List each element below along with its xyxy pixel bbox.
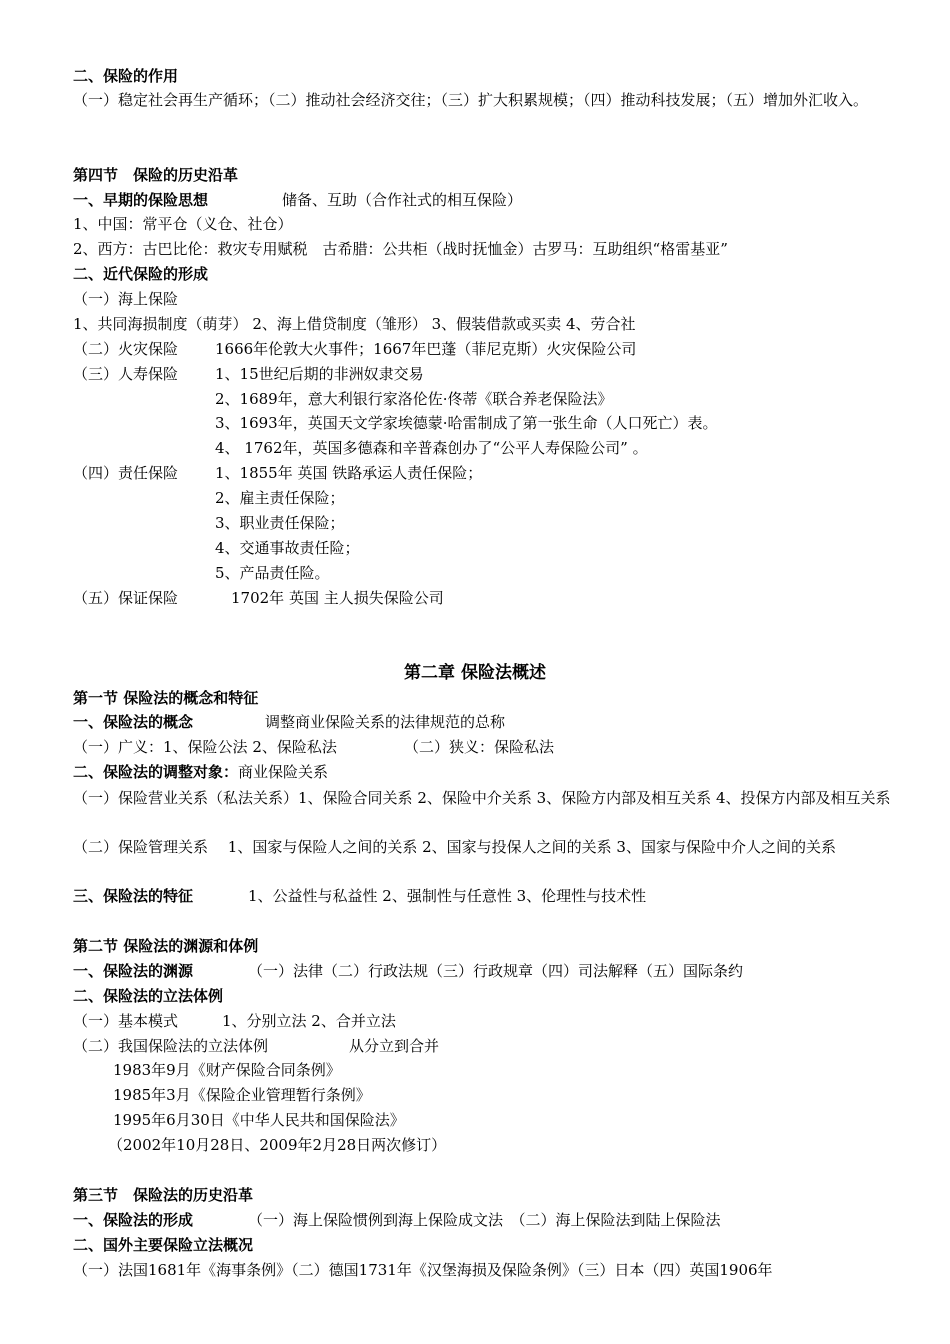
list-item: 2、雇主责任保险；: [215, 489, 345, 507]
section-title: 第二节 保险法的渊源和体例: [73, 937, 259, 955]
heading-description: （一）海上保险惯例到海上保险成文法 （二）海上保险法到陆上保险法: [248, 1211, 721, 1229]
section-heading: 一、保险法的形成: [73, 1211, 194, 1229]
list-item: 4、 1762年，英国多德森和辛普森创办了“公平人寿保险公司” 。: [215, 439, 648, 457]
section-heading: 一、保险法的概念: [73, 713, 194, 731]
section-heading: 二、保险法的立法体例: [73, 987, 224, 1005]
list-item: 1、1855年 英国 铁路承运人责任保险；: [215, 464, 483, 482]
subsection-label: （五）保证保险: [73, 589, 179, 607]
list-item: 1702年 英国 主人损失保险公司: [231, 589, 444, 607]
subsection-label: （一）基本模式: [73, 1012, 179, 1030]
heading-description: 1、公益性与私益性 2、强制性与任意性 3、伦理性与技术性: [248, 887, 647, 905]
heading-description: 商业保险关系: [238, 763, 329, 781]
chapter-title: 第二章 保险法概述: [404, 663, 546, 683]
heading-description: （一）法律（二）行政法规（三）行政规章（四）司法解释（五）国际条约: [248, 962, 744, 980]
list-item: 3、职业责任保险；: [215, 514, 345, 532]
list-item: 1983年9月《财产保险合同条例》: [113, 1061, 341, 1079]
list-item: 1995年6月30日《中华人民共和国保险法》: [113, 1111, 405, 1129]
section-title: 第四节 保险的历史沿革: [73, 166, 239, 184]
list-item: 1985年3月《保险企业管理暂行条例》: [113, 1086, 371, 1104]
section-heading: 一、早期的保险思想: [73, 191, 209, 209]
paragraph: （一）保险营业关系（私法关系）1、保险合同关系 2、保险中介关系 3、保险方内部及相互关系 4、投保方内部及相互关系: [73, 789, 891, 807]
section-heading: 二、近代保险的形成: [73, 265, 209, 283]
list-item: （一）法国1681年《海事条例》（二）德国1731年《汉堡海损及保险条例》（三）日本（四）英国1906年: [73, 1261, 773, 1279]
section-heading: 二、保险法的调整对象：: [73, 763, 239, 781]
list-item: 4、交通事故责任险；: [215, 539, 360, 557]
list-item: 1、15世纪后期的非洲奴隶交易: [215, 365, 424, 383]
list-item: 1、共同海损制度（萌芽） 2、海上借贷制度（雏形） 3、假装借款或买卖 4、劳合社: [73, 315, 636, 333]
subsection-label: （三）人寿保险: [73, 365, 179, 383]
list-item: 1、中国：常平仓（义仓、社仓）: [73, 215, 293, 233]
section-heading: 二、国外主要保险立法概况: [73, 1236, 254, 1254]
list-item: 3、1693年，英国天文学家埃德蒙·哈雷制成了第一张生命（人口死亡）表。: [215, 414, 718, 432]
section-heading-line: [73, 762, 328, 782]
paragraph: （二）保险管理关系 1、国家与保险人之间的关系 2、国家与投保人之间的关系 3、国家与保险中介人之间的关系: [73, 838, 836, 856]
section-title: 第三节 保险法的历史沿革: [73, 1186, 254, 1204]
section-heading: 三、保险法的特征: [73, 887, 194, 905]
subsection-label: （二）火灾保险: [73, 340, 179, 358]
heading-description: 储备、互助（合作社式的相互保险）: [282, 191, 523, 209]
subsection-label: （四）责任保险: [73, 464, 179, 482]
list-item: （2002年10月28日、2009年2月28日两次修订）: [108, 1136, 447, 1154]
subsection-label: （二）我国保险法的立法体例: [73, 1037, 269, 1055]
section-title: 第一节 保险法的概念和特征: [73, 689, 259, 707]
section-heading: 二、保险的作用: [73, 67, 179, 85]
list-item: 从分立到合并: [349, 1037, 440, 1055]
list-item: 2、1689年，意大利银行家洛伦佐·佟蒂《联合养老保险法》: [215, 390, 613, 408]
list-item: （一）广义：1、保险公法 2、保险私法: [73, 738, 337, 756]
subsection-label: （一）海上保险: [73, 290, 179, 308]
list-item: 1、分别立法 2、合并立法: [222, 1012, 396, 1030]
heading-description: 调整商业保险关系的法律规范的总称: [265, 713, 506, 731]
paragraph: （一）稳定社会再生产循环；（二）推动社会经济交往；（三）扩大积累规模；（四）推动科技发展；（五）增加外汇收入。: [73, 91, 869, 109]
list-item: 2、西方：古巴比伦：救灾专用赋税 古希腊：公共柜（战时抚恤金）古罗马：互助组织“格雷基亚”: [73, 240, 728, 258]
list-item: 5、产品责任险。: [215, 564, 330, 582]
list-item: 1666年伦敦大火事件；1667年巴蓬（菲尼克斯）火灾保险公司: [215, 340, 637, 358]
list-item: （二）狭义：保险私法: [404, 738, 555, 756]
section-heading: 一、保险法的渊源: [73, 962, 194, 980]
